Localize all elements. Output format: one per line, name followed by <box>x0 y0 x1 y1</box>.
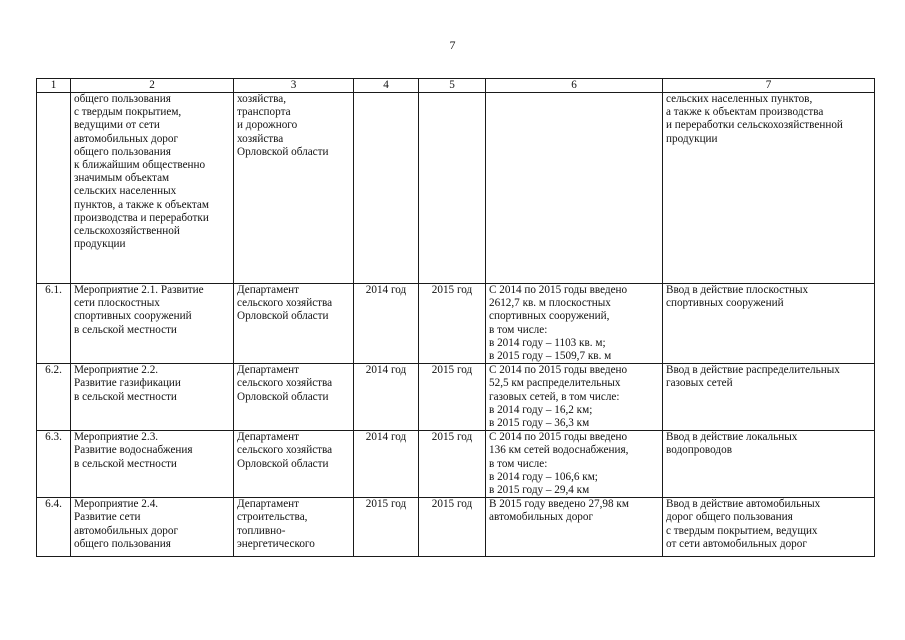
table-body <box>37 79 875 557</box>
cell-line: спортивных сооружений <box>74 310 192 323</box>
cell-line: Ввод в действие автомобильных <box>666 498 821 511</box>
item-number-cell <box>37 93 71 284</box>
cell-line: сельских населенных <box>74 185 177 198</box>
cell-line: в сельской местности <box>74 457 177 470</box>
outcome-cell <box>663 284 875 364</box>
measure-cell <box>71 498 234 557</box>
executor-cell <box>234 284 354 364</box>
cell-line: автомобильных дорог <box>74 132 179 145</box>
cell-line: С 2014 по 2015 годы введено <box>489 364 628 377</box>
item-number-cell: 6.4. <box>37 498 71 557</box>
cell-line: Орловской области <box>237 390 329 403</box>
cell-line: энергетического <box>237 537 315 550</box>
cell-line: Орловской области <box>237 457 329 470</box>
result-cell <box>486 431 663 498</box>
executor-cell <box>234 431 354 498</box>
cell-line: строительства, <box>237 511 308 524</box>
cell-line: общего пользования <box>74 537 171 550</box>
table-row <box>37 498 875 557</box>
column-number: 7 <box>663 79 875 93</box>
cell-line: с твердым покрытием, <box>74 106 182 119</box>
start-year-cell: 2015 год <box>354 498 419 557</box>
column-number: 6 <box>486 79 663 93</box>
cell-line: С 2014 по 2015 годы введено <box>489 284 628 296</box>
cell-line: Ввод в действие плоскостных <box>666 284 809 296</box>
cell-line: топливно- <box>237 524 286 537</box>
cell-line: ведущими от сети <box>74 119 160 132</box>
start-year-cell: 2014 год <box>354 284 419 364</box>
cell-line: в 2014 году – 106,6 км; <box>489 470 598 483</box>
cell-line: Мероприятие 2.4. <box>74 498 159 511</box>
outcome-cell <box>663 364 875 431</box>
start-year-cell <box>354 93 419 284</box>
executor-cell <box>234 364 354 431</box>
cell-line: дорог общего пользования <box>666 511 793 524</box>
column-number: 2 <box>71 79 234 93</box>
result-cell <box>486 93 663 284</box>
measure-cell <box>71 364 234 431</box>
cell-line: Департамент <box>237 431 300 444</box>
table-row <box>37 431 875 498</box>
item-number-cell: 6.1. <box>37 284 71 364</box>
end-year-cell <box>419 93 486 284</box>
cell-line: а также к объектам производства <box>666 106 824 119</box>
result-cell <box>486 498 663 557</box>
item-number-cell: 6.3. <box>37 431 71 498</box>
measure-cell <box>71 93 234 284</box>
cell-line: и переработки сельскохозяйственной <box>666 119 843 132</box>
measure-cell <box>71 284 234 364</box>
cell-line: газовых сетей, в том числе: <box>489 390 620 403</box>
end-year-cell: 2015 год <box>419 284 486 364</box>
column-number-row <box>37 79 875 93</box>
cell-line: Департамент <box>237 498 300 511</box>
outcome-cell <box>663 431 875 498</box>
cell-line: в 2014 году – 1103 кв. м; <box>489 336 606 349</box>
cell-line: автомобильных дорог <box>74 524 179 537</box>
cell-line: общего пользования <box>74 145 171 158</box>
table-row <box>37 364 875 431</box>
start-year-cell: 2014 год <box>354 431 419 498</box>
end-year-cell: 2015 год <box>419 364 486 431</box>
column-number: 4 <box>354 79 419 93</box>
cell-line: сельского хозяйства <box>237 444 333 457</box>
cell-line: производства и переработки <box>74 211 209 224</box>
cell-line: к ближайшим общественно <box>74 159 206 172</box>
cell-line: Орловской области <box>237 145 329 158</box>
cell-line: Развитие сети <box>74 511 141 524</box>
cell-line: общего пользования <box>74 93 171 105</box>
table-row <box>37 284 875 364</box>
cell-line: сети плоскостных <box>74 297 160 310</box>
cell-line: спортивных сооружений <box>666 297 784 310</box>
end-year-cell: 2015 год <box>419 431 486 498</box>
page-number: 7 <box>449 38 456 52</box>
cell-line: в том числе: <box>489 457 548 470</box>
result-cell <box>486 284 663 364</box>
cell-line: 52,5 км распределительных <box>489 377 621 390</box>
cell-line: пунктов, а также к объектам <box>74 198 209 211</box>
cell-line: Мероприятие 2.3. <box>74 431 159 444</box>
cell-line: и дорожного <box>237 119 298 132</box>
column-number: 3 <box>234 79 354 93</box>
cell-line: автомобильных дорог <box>489 511 594 524</box>
cell-line: Развитие газификации <box>74 377 181 390</box>
program-table <box>36 78 875 557</box>
cell-line: водопроводов <box>666 444 732 457</box>
cell-line: Орловской области <box>237 310 329 323</box>
start-year-cell: 2014 год <box>354 364 419 431</box>
column-number: 5 <box>419 79 486 93</box>
cell-line: Ввод в действие локальных <box>666 431 798 444</box>
cell-line: Развитие водоснабжения <box>74 444 193 457</box>
column-number: 1 <box>37 79 71 93</box>
item-number-cell: 6.2. <box>37 364 71 431</box>
cell-line: спортивных сооружений, <box>489 310 610 323</box>
cell-line: от сети автомобильных дорог <box>666 537 807 550</box>
cell-line: в сельской местности <box>74 390 177 403</box>
cell-line: Мероприятие 2.1. Развитие <box>74 284 204 296</box>
cell-line: в сельской местности <box>74 323 177 336</box>
outcome-cell <box>663 498 875 557</box>
cell-line: в 2014 году – 16,2 км; <box>489 403 593 416</box>
cell-line: в 2015 году – 1509,7 кв. м <box>489 350 612 363</box>
executor-cell <box>234 498 354 557</box>
cell-line: продукции <box>666 132 718 145</box>
cell-line: в 2015 году – 36,3 км <box>489 417 590 430</box>
cell-line: продукции <box>74 238 126 251</box>
outcome-cell <box>663 93 875 284</box>
cell-line: в том числе: <box>489 323 548 336</box>
cell-line: Мероприятие 2.2. <box>74 364 159 377</box>
cell-line: с твердым покрытием, ведущих <box>666 524 818 537</box>
cell-line: сельскохозяйственной <box>74 225 180 238</box>
cell-line: 136 км сетей водоснабжения, <box>489 444 629 457</box>
cell-line: газовых сетей <box>666 377 733 390</box>
cell-line: 2612,7 кв. м плоскостных <box>489 297 611 310</box>
table-row <box>37 93 875 284</box>
cell-line: сельского хозяйства <box>237 297 333 310</box>
measure-cell <box>71 431 234 498</box>
cell-line: сельского хозяйства <box>237 377 333 390</box>
executor-cell <box>234 93 354 284</box>
cell-line: Департамент <box>237 364 300 377</box>
cell-line: Ввод в действие распределительных <box>666 364 840 377</box>
cell-line: хозяйства <box>237 132 284 145</box>
cell-line: хозяйства, <box>237 93 287 105</box>
cell-line: значимым объектам <box>74 172 170 185</box>
result-cell <box>486 364 663 431</box>
cell-line: Департамент <box>237 284 300 296</box>
cell-line: в 2015 году – 29,4 км <box>489 484 590 497</box>
end-year-cell: 2015 год <box>419 498 486 557</box>
cell-line: В 2015 году введено 27,98 км <box>489 498 629 511</box>
cell-line: транспорта <box>237 106 291 119</box>
cell-line: сельских населенных пунктов, <box>666 93 813 105</box>
cell-line: С 2014 по 2015 годы введено <box>489 431 628 444</box>
